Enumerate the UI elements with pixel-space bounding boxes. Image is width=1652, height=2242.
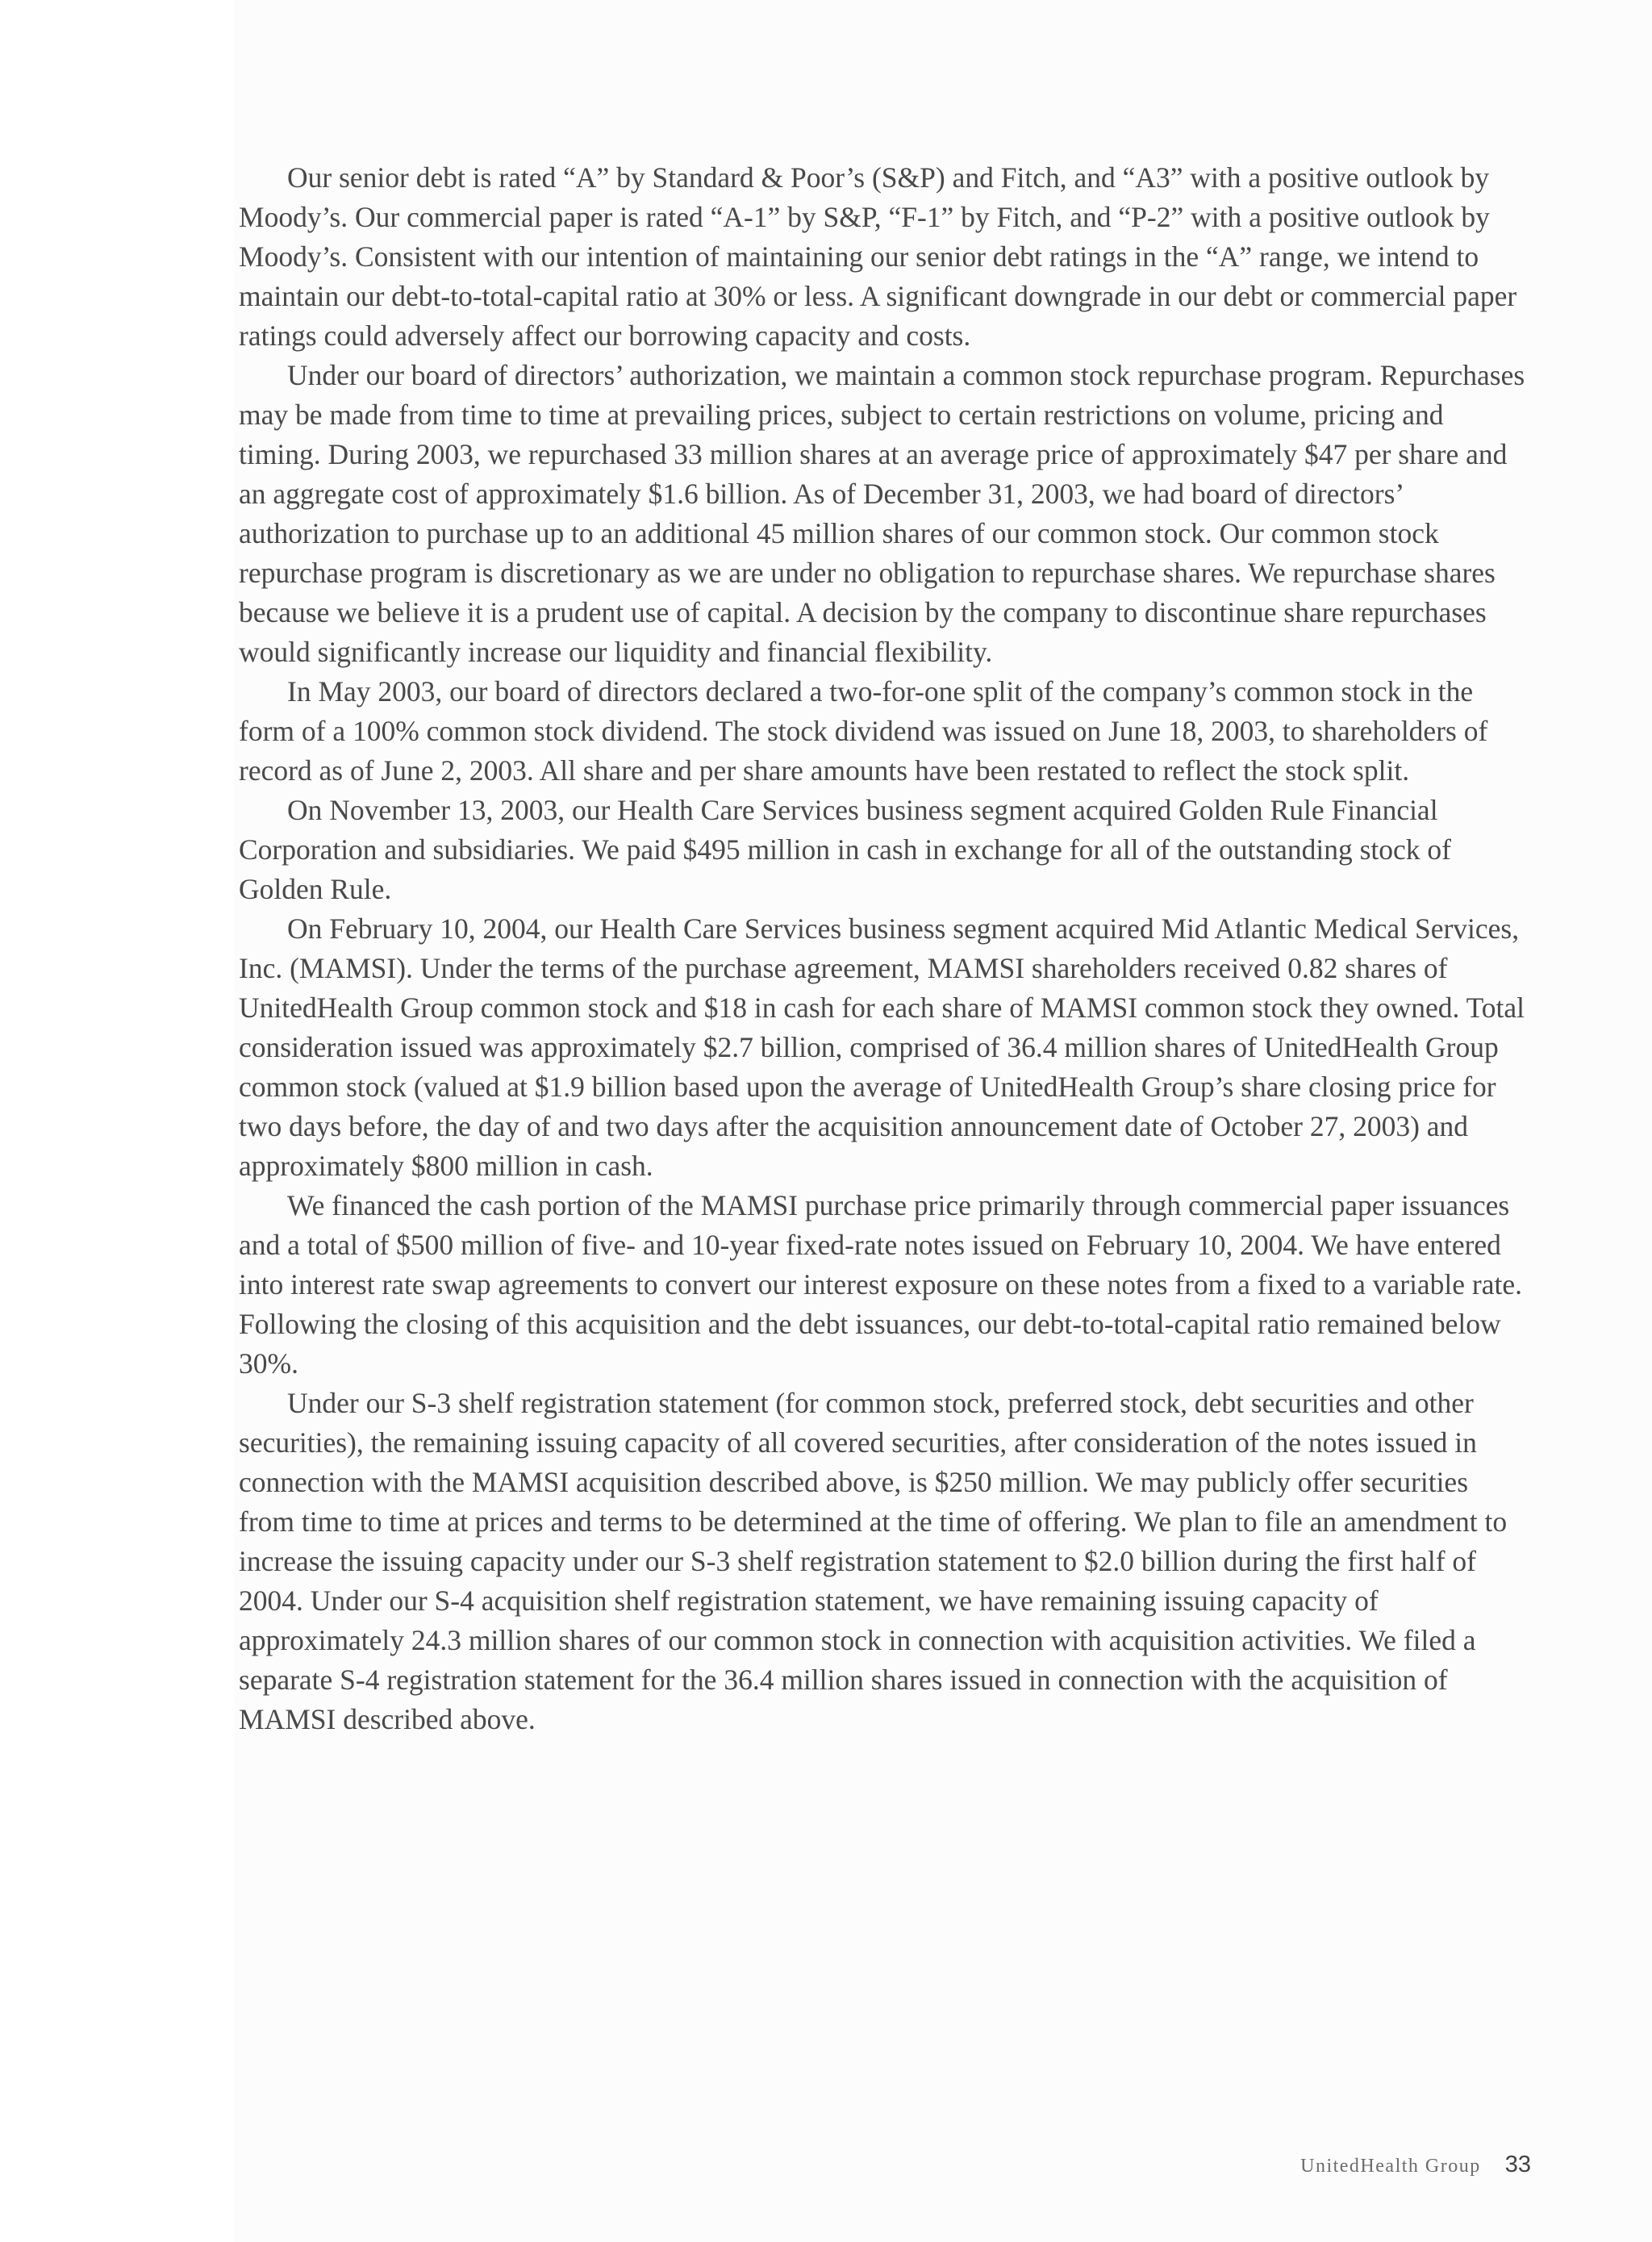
body-text	[239, 158, 1529, 1739]
footer-company-name: UnitedHealth Group	[1300, 2156, 1481, 2177]
page-footer	[1300, 2152, 1531, 2178]
paragraph-golden-rule-acquisition: On November 13, 2003, our Health Care Services business segment acquired Golden Rule Financial Corporation and subsidiaries. We paid $495 million in cash in exchange for all of the outstanding stock of Golden Rule.	[239, 794, 1451, 905]
paragraph-debt-ratings: Our senior debt is rated “A” by Standard & Poor’s (S&P) and Fitch, and “A3” with a positive outlook by Moody’s. Our commercial paper is rated “A-1” by S&P, “F-1” by Fitch, and “P-2” with a positive outlook by Moody’s. Consistent with our intention of maintaining our senior debt ratings in the “A” range, we intend to maintain our debt-to-total-capital ratio at 30% or less. A significant downgrade in our debt or commercial paper ratings could adversely affect our borrowing capacity and costs.	[239, 161, 1517, 352]
paragraph-stock-repurchase: Under our board of directors’ authorization, we maintain a common stock repurchase program. Repurchases may be made from time to time at prevailing prices, subject to certain restrictions on volume, pricing and timing. During 2003, we repurchased 33 million shares at an average price of approximately $47 per share and an aggregate cost of approximately $1.6 billion. As of December 31, 2003, we had board of directors’ authorization to purchase up to an additional 45 million shares of our common stock. Our common stock repurchase program is discretionary as we are under no obligation to repurchase shares. We repurchase shares because we believe it is a prudent use of capital. A decision by the company to discontinue share repurchases would significantly increase our liquidity and financial flexibility.	[239, 359, 1525, 668]
paragraph-mamsi-financing: We financed the cash portion of the MAMSI purchase price primarily through commercial paper issuances and a total of $500 million of five- and 10-year fixed-rate notes issued on February 10, 2004. We have entered into interest rate swap agreements to convert our interest exposure on these notes from a fixed to a variable rate. Following the closing of this acquisition and the debt issuances, our debt-to-total-capital ratio remained below 30%.	[239, 1189, 1522, 1380]
paragraph-mamsi-acquisition: On February 10, 2004, our Health Care Services business segment acquired Mid Atlantic Medical Services, Inc. (MAMSI). Under the terms of the purchase agreement, MAMSI shareholders received 0.82 shares of UnitedHealth Group common stock and $18 in cash for each share of MAMSI common stock they owned. Total consideration issued was approximately $2.7 billion, comprised of 36.4 million shares of UnitedHealth Group common stock (valued at $1.9 billion based upon the average of UnitedHealth Group’s share closing price for two days before, the day of and two days after the acquisition announcement date of October 27, 2003) and approximately $800 million in cash.	[239, 912, 1525, 1182]
paragraph-shelf-registration: Under our S-3 shelf registration statement (for common stock, preferred stock, debt securities and other securities), the remaining issuing capacity of all covered securities, after consideration of the notes issued in connection with the MAMSI acquisition described above, is $250 million. We may publicly offer securities from time to time at prices and terms to be determined at the time of offering. We plan to file an amendment to increase the issuing capacity under our S-3 shelf registration statement to $2.0 billion during the first half of 2004. Under our S-4 acquisition shelf registration statement, we have remaining issuing capacity of approximately 24.3 million shares of our common stock in connection with acquisition activities. We filed a separate S-4 registration statement for the 36.4 million shares issued in connection with the acquisition of MAMSI described above.	[239, 1387, 1508, 1735]
paragraph-stock-split: In May 2003, our board of directors declared a two-for-one split of the company’s common stock in the form of a 100% common stock dividend. The stock dividend was issued on June 18, 2003, to shareholders of record as of June 2, 2003. All share and per share amounts have been restated to reflect the stock split.	[239, 675, 1488, 787]
page-number: 33	[1504, 2152, 1531, 2177]
